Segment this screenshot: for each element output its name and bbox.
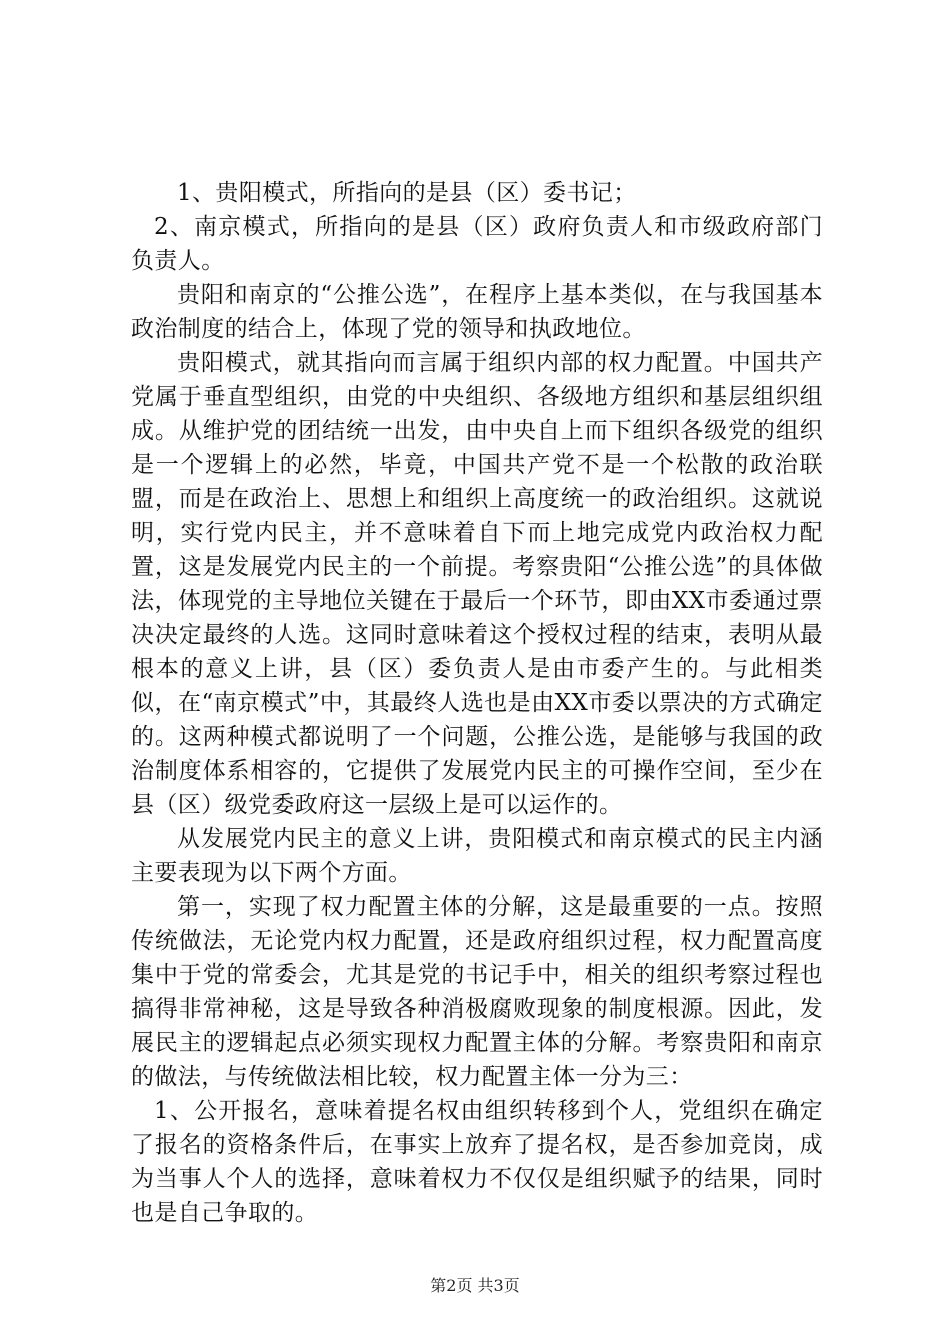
paragraph-guiyang-model-analysis: 贵阳模式，就其指向而言属于组织内部的权力配置。中国共产党属于垂直型组织，由党的中央组织、各级地方组织和基层组织组成。从维护党的团结统一出发，由中央自上而下组织各级党的组织是一个逻辑上的必然，毕竟，中国共产党不是一个松散的政治联盟，而是在政治上、思想上和组织上高度统一的政治组织。这就说明，实行党内民主，并不意味着自下而上地完成党内政治权力配置，这是发展党内民主的一个前提。考察贵阳“公推公选”的具体做法，体现党的主导地位关键在于最后一个环节，即由XX市委通过票决决定最终的人选。这同时意味着这个授权过程的结束，表明从最根本的意义上讲，县（区）委负责人是由市委产生的。与此相类似，在“南京模式”中，其最终人选也是由XX市委以票决的方式确定的。这两种模式都说明了一个问题，公推公选，是能够与我国的政治制度体系相容的，它提供了发展党内民主的可操作空间，至少在县（区）级党委政府这一层级上是可以运作的。 [131,350,823,818]
paragraph-open-registration: 1、公开报名，意味着提名权由组织转移到个人，党组织在确定了报名的资格条件后，在事实上放弃了提名权，是否参加竞岗，成为当事人个人的选择，意味着权力不仅仅是组织赋予的结果，同时也是自己争取的。 [131,1098,823,1226]
paragraph-guiyang-model-target: 1、贵阳模式，所指向的是县（区）委书记； [177,180,637,206]
paragraph-first-point: 第一，实现了权力配置主体的分解，这是最重要的一点。按照传统做法，无论党内权力配置，还是政府组织过程，权力配置高度集中于党的常委会，尤其是党的书记手中，相关的组织考察过程也搞得非常神秘，这是导致各种消极腐败现象的制度根源。因此，发展民主的逻辑起点必须实现权力配置主体的分解。考察贵阳和南京的做法，与传统做法相比较，权力配置主体一分为三： [131,894,823,1090]
page-number-footer: 第2页 共3页 [430,1276,520,1295]
paragraph-public-recommendation: 贵阳和南京的“公推公选”，在程序上基本类似，在与我国基本政治制度的结合上，体现了党的领导和执政地位。 [131,282,823,342]
paragraph-democratic-meaning: 从发展党内民主的意义上讲，贵阳模式和南京模式的民主内涵主要表现为以下两个方面。 [131,826,823,886]
paragraph-nanjing-model-target: 2、南京模式，所指向的是县（区）政府负责人和市级政府部门负责人。 [131,214,823,274]
document-body [131,176,823,1230]
